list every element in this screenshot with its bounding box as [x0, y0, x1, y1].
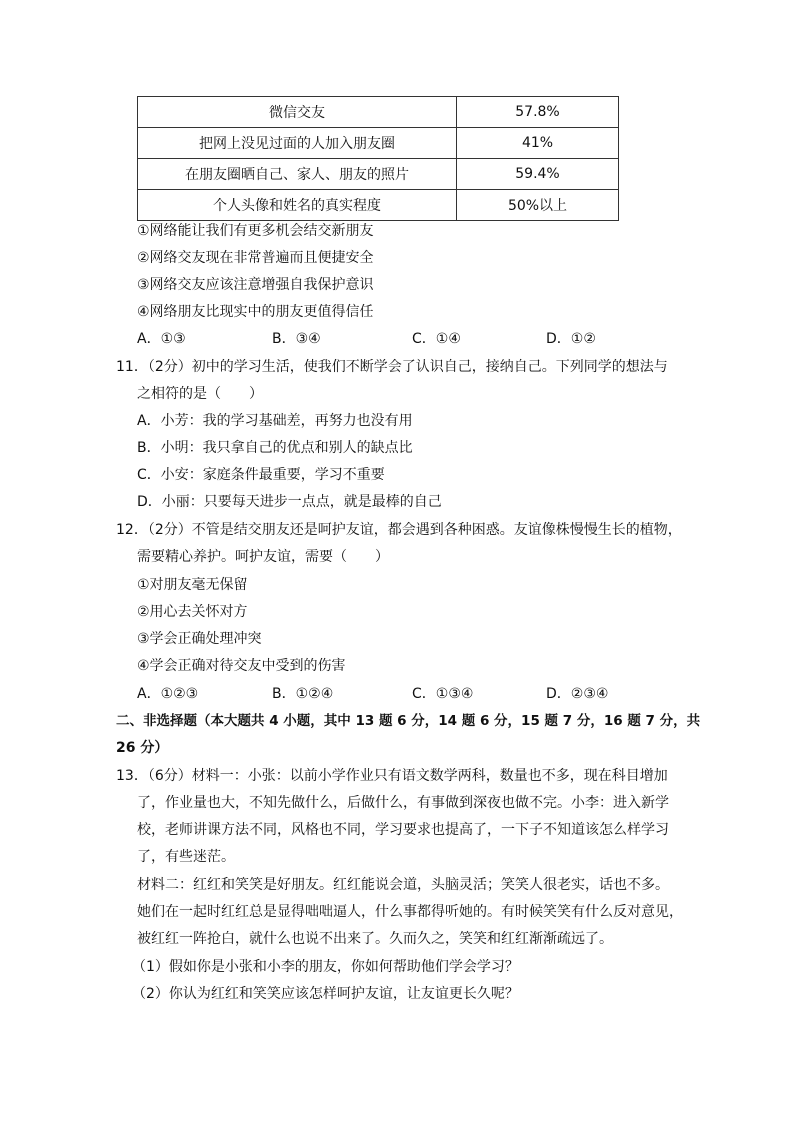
- q12-statement-4: ④学会正确对待交友中受到的伤害: [137, 658, 346, 674]
- table-row: [138, 97, 619, 128]
- q10-option-c[interactable]: C．①④: [412, 331, 461, 347]
- q13-material-line: 了，有些迷茫。: [137, 849, 235, 865]
- q12-stem-cont: 需要精心养护。呵护友谊，需要（ ）: [137, 549, 389, 565]
- q11-option-b[interactable]: B．小明：我只拿自己的优点和别人的缺点比: [137, 440, 413, 456]
- q12-option-a[interactable]: A．①②③: [137, 686, 199, 702]
- q11-option-d[interactable]: D．小丽：只要每天进步一点点，就是最棒的自己: [137, 494, 442, 510]
- q13-material-line: 了，作业量也大，不知先做什么，后做什么，有事做到深夜也做不完。小李：进入新学: [137, 795, 669, 811]
- q12-statement-3: ③学会正确处理冲突: [137, 631, 262, 647]
- q12-option-b[interactable]: B．①②④: [272, 686, 334, 702]
- q10-option-a[interactable]: A．①③: [137, 331, 186, 347]
- q10-statement-3: ③网络交友应该注意增强自我保护意识: [137, 277, 374, 293]
- q10-statement-4: ④网络朋友比现实中的朋友更值得信任: [137, 304, 374, 320]
- q10-statement-2: ②网络交友现在非常普遍而且便捷安全: [137, 250, 374, 266]
- q13-material-line: 被红红一阵抢白，就什么也说不出来了。久而久之，笑笑和红红渐渐疏远了。: [137, 931, 613, 947]
- table-cell: 微信交友: [138, 97, 457, 128]
- section-heading-cont: 26 分）: [116, 740, 169, 756]
- q12-statement-1: ①对朋友毫无保留: [137, 577, 248, 593]
- q12-statement-2: ②用心去关怀对方: [137, 604, 248, 620]
- table-cell: 59.4%: [457, 159, 619, 190]
- table-cell: 把网上没见过面的人加入朋友圈: [138, 128, 457, 159]
- q13-material-line: 她们在一起时红红总是显得咄咄逼人，什么事都得听她的。有时候笑笑有什么反对意见，: [137, 904, 683, 920]
- table-cell: 50%以上: [457, 190, 619, 221]
- q13-subquestion-1: （1）假如你是小张和小李的朋友，你如何帮助他们学会学习？: [132, 959, 519, 975]
- q13-stem: 13．（6分）材料一：小张：以前小学作业只有语文数学两科，数量也不多，现在科目增加: [116, 768, 668, 784]
- survey-table: [137, 96, 619, 221]
- q11-stem-cont: 之相符的是（ ）: [137, 386, 263, 402]
- q12-option-c[interactable]: C．①③④: [412, 686, 474, 702]
- q10-option-b[interactable]: B．③④: [272, 331, 321, 347]
- q11-option-a[interactable]: A．小芳：我的学习基础差，再努力也没有用: [137, 413, 413, 429]
- table-cell: 41%: [457, 128, 619, 159]
- q11-stem: 11．（2分）初中的学习生活，使我们不断学会了认识自己，接纳自己。下列同学的想法与: [116, 359, 668, 375]
- q11-option-c[interactable]: C．小安：家庭条件最重要，学习不重要: [137, 467, 385, 483]
- q13-material-line: 材料二：红红和笑笑是好朋友。红红能说会道，头脑灵活；笑笑人很老实，话也不多。: [137, 877, 669, 893]
- q10-option-d[interactable]: D．①②: [546, 331, 596, 347]
- q10-statement-1: ①网络能让我们有更多机会结交新朋友: [137, 223, 374, 239]
- table-cell: 在朋友圈晒自己、家人、朋友的照片: [138, 159, 457, 190]
- table-cell: 57.8%: [457, 97, 619, 128]
- table-row: [138, 128, 619, 159]
- q13-material-line: 校，老师讲课方法不同，风格也不同，学习要求也提高了，一下子不知道该怎么样学习: [137, 822, 669, 838]
- table-cell: 个人头像和姓名的真实程度: [138, 190, 457, 221]
- q12-stem: 12．（2分）不管是结交朋友还是呵护友谊，都会遇到各种困惑。友谊像株慢慢生长的植物，: [116, 522, 682, 538]
- section-heading: 二、非选择题（本大题共 4 小题，其中 13 题 6 分，14 题 6 分，15 题 7 分，16 题 7 分，共: [116, 713, 701, 729]
- table-row: [138, 190, 619, 221]
- table-row: [138, 159, 619, 190]
- q12-option-d[interactable]: D．②③④: [546, 686, 609, 702]
- q13-subquestion-2: （2）你认为红红和笑笑应该怎样呵护友谊，让友谊更长久呢？: [132, 986, 519, 1002]
